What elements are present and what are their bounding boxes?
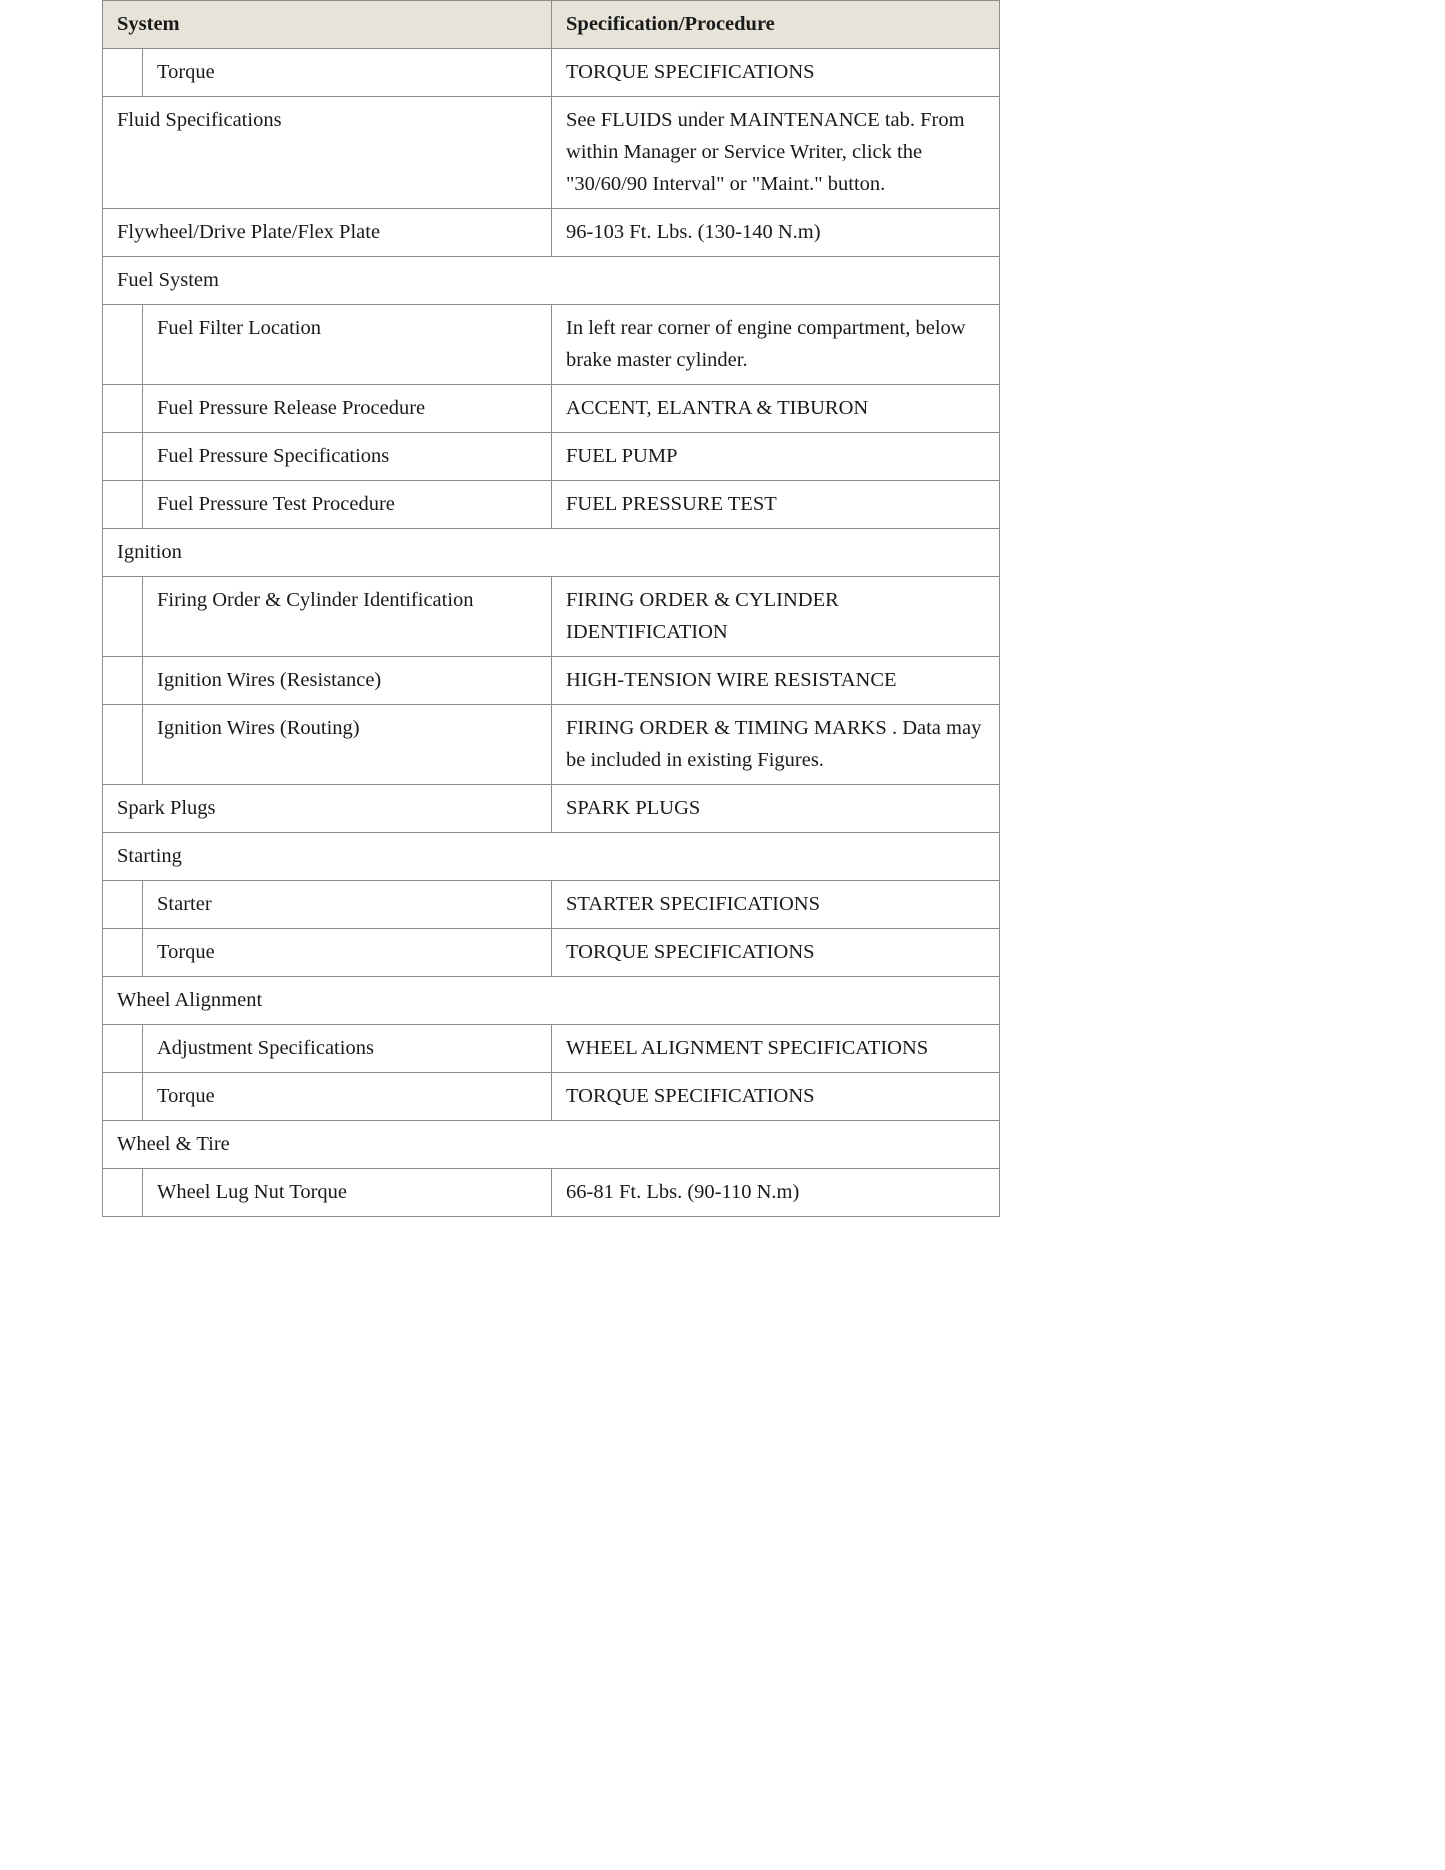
- specification-value: STARTER SPECIFICATIONS: [552, 881, 1000, 929]
- specification-value: See FLUIDS under MAINTENANCE tab. From within Manager or Service Writer, click the "30/60/90 Interval" or "Maint." button.: [552, 97, 1000, 209]
- specification-value: HIGH-TENSION WIRE RESISTANCE: [552, 657, 1000, 705]
- indent-cell: [103, 577, 143, 657]
- sub-row: [103, 1073, 1000, 1121]
- indent-cell: [103, 385, 143, 433]
- specification-value: ACCENT, ELANTRA & TIBURON: [552, 385, 1000, 433]
- specification-value: WHEEL ALIGNMENT SPECIFICATIONS: [552, 1025, 1000, 1073]
- specification-value: TORQUE SPECIFICATIONS: [552, 49, 1000, 97]
- specifications-table: [102, 0, 1000, 1217]
- group-row: [103, 529, 1000, 577]
- specification-value: SPARK PLUGS: [552, 785, 1000, 833]
- specification-value: In left rear corner of engine compartment, below brake master cylinder.: [552, 305, 1000, 385]
- system-label: Torque: [143, 929, 552, 977]
- system-label: Torque: [143, 49, 552, 97]
- sub-row: [103, 657, 1000, 705]
- indent-cell: [103, 929, 143, 977]
- system-label: Torque: [143, 1073, 552, 1121]
- group-label: Wheel Alignment: [103, 977, 1000, 1025]
- indent-cell: [103, 657, 143, 705]
- group-label: Fuel System: [103, 257, 1000, 305]
- system-label: Ignition Wires (Routing): [143, 705, 552, 785]
- system-label: Fluid Specifications: [103, 97, 552, 209]
- indent-cell: [103, 49, 143, 97]
- sub-row: [103, 929, 1000, 977]
- sub-row: [103, 305, 1000, 385]
- specification-value: TORQUE SPECIFICATIONS: [552, 929, 1000, 977]
- system-label: Wheel Lug Nut Torque: [143, 1169, 552, 1217]
- system-label: Adjustment Specifications: [143, 1025, 552, 1073]
- indent-cell: [103, 881, 143, 929]
- indent-cell: [103, 705, 143, 785]
- table-row: [103, 97, 1000, 209]
- sub-row: [103, 705, 1000, 785]
- table-header-row: [103, 1, 1000, 49]
- indent-cell: [103, 481, 143, 529]
- sub-row: [103, 49, 1000, 97]
- indent-cell: [103, 305, 143, 385]
- sub-row: [103, 1025, 1000, 1073]
- system-label: Starter: [143, 881, 552, 929]
- system-label: Fuel Pressure Release Procedure: [143, 385, 552, 433]
- header-specification: Specification/Procedure: [552, 1, 1000, 49]
- sub-row: [103, 433, 1000, 481]
- indent-cell: [103, 1073, 143, 1121]
- group-label: Ignition: [103, 529, 1000, 577]
- specification-value: 66-81 Ft. Lbs. (90-110 N.m): [552, 1169, 1000, 1217]
- specification-value: 96-103 Ft. Lbs. (130-140 N.m): [552, 209, 1000, 257]
- system-label: Firing Order & Cylinder Identification: [143, 577, 552, 657]
- indent-cell: [103, 1025, 143, 1073]
- table-body: [103, 49, 1000, 1217]
- specification-value: FUEL PRESSURE TEST: [552, 481, 1000, 529]
- group-row: [103, 257, 1000, 305]
- group-row: [103, 833, 1000, 881]
- specification-value: FIRING ORDER & CYLINDER IDENTIFICATION: [552, 577, 1000, 657]
- system-label: Ignition Wires (Resistance): [143, 657, 552, 705]
- system-label: Fuel Pressure Test Procedure: [143, 481, 552, 529]
- system-label: Fuel Pressure Specifications: [143, 433, 552, 481]
- group-row: [103, 977, 1000, 1025]
- indent-cell: [103, 1169, 143, 1217]
- group-row: [103, 1121, 1000, 1169]
- sub-row: [103, 385, 1000, 433]
- sub-row: [103, 881, 1000, 929]
- specification-value: FIRING ORDER & TIMING MARKS . Data may be included in existing Figures.: [552, 705, 1000, 785]
- group-label: Wheel & Tire: [103, 1121, 1000, 1169]
- header-system: System: [103, 1, 552, 49]
- specification-value: FUEL PUMP: [552, 433, 1000, 481]
- sub-row: [103, 481, 1000, 529]
- table-row: [103, 785, 1000, 833]
- system-label: Spark Plugs: [103, 785, 552, 833]
- indent-cell: [103, 433, 143, 481]
- system-label: Flywheel/Drive Plate/Flex Plate: [103, 209, 552, 257]
- sub-row: [103, 1169, 1000, 1217]
- group-label: Starting: [103, 833, 1000, 881]
- specification-value: TORQUE SPECIFICATIONS: [552, 1073, 1000, 1121]
- system-label: Fuel Filter Location: [143, 305, 552, 385]
- sub-row: [103, 577, 1000, 657]
- table-row: [103, 209, 1000, 257]
